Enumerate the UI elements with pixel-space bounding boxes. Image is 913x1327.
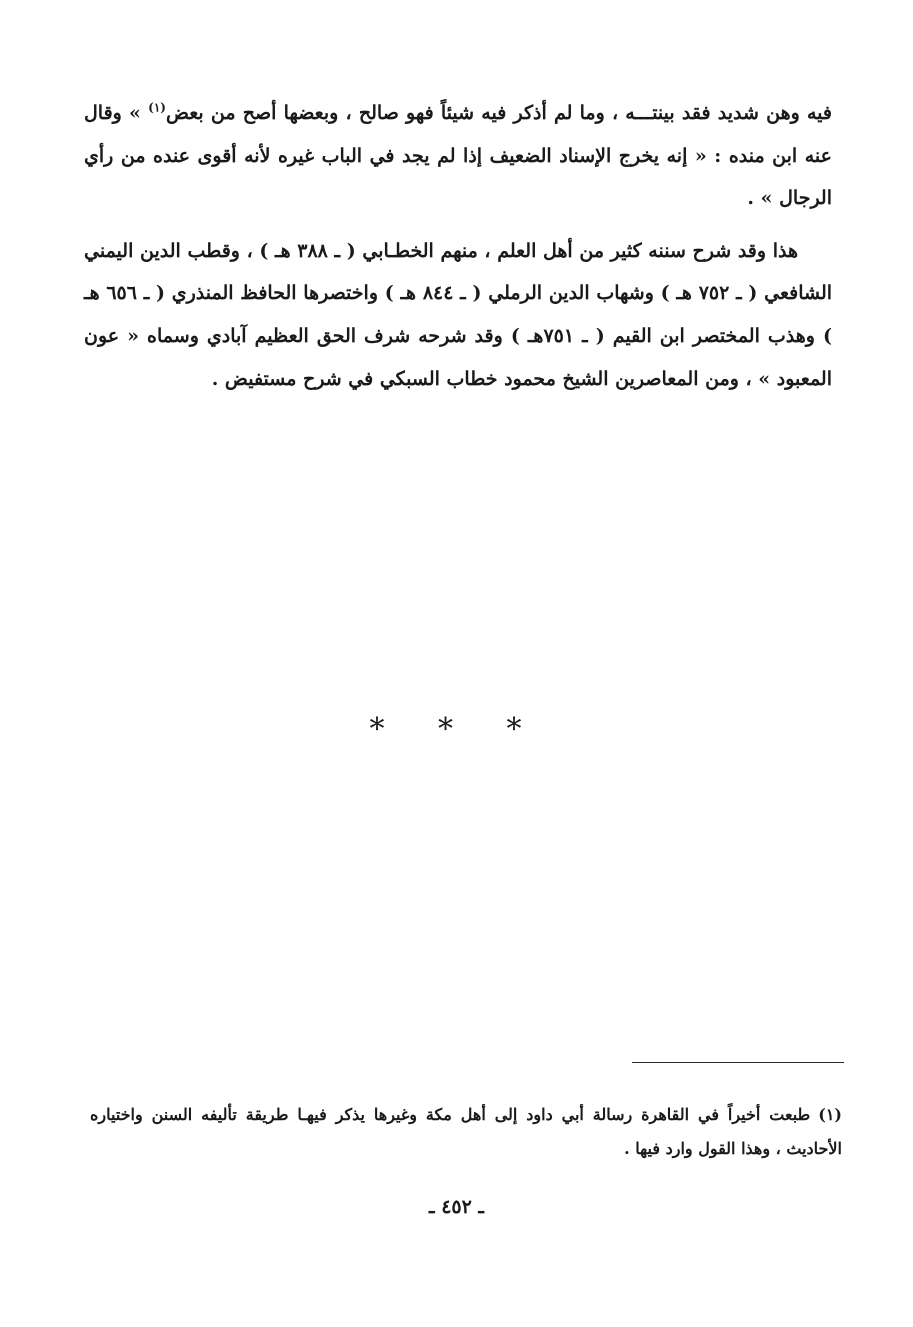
footnote: [90, 1098, 842, 1166]
paragraph-1: [84, 92, 832, 220]
paragraph-1-text: فيه وهن شديد فقد بينتـــه ، وما لم أذكر فيه شيئاً فهو صالح ، وبعضها أصح من بعض: [165, 102, 832, 124]
footnote-text: طبعت أخيراً في القاهرة رسالة أبي داود إلى أهل مكة وغيرها يذكر فيهـا طريقة تأليفه السنن واختياره الأحاديث ، وهذا القول وارد فيها .: [90, 1105, 842, 1158]
page-number: ـ ٤٥٢ ـ: [429, 1196, 484, 1218]
paragraph-1-continuation: » وقال عنه ابن منده : « إنه يخرج الإسناد الضعيف إذا لم يجد في الباب غيره لأنه أقوى عنده من رأي الرجال » .: [84, 102, 832, 210]
footnote-reference[interactable]: (١): [148, 100, 166, 115]
section-separator: * * *: [369, 712, 544, 747]
footnote-divider: [632, 1062, 844, 1063]
paragraph-2: هذا وقد شرح سننه كثير من أهل العلم ، منهم الخطـابي ( ـ ٣٨٨ هـ ) ، وقطب الدين اليمني الشافعي ( ـ ٧٥٢ هـ ) وشهاب الدين الرملي ( ـ ٨٤٤ هـ ) واختصرها الحافظ المنذري ( ـ ٦٥٦ هـ ) وهذب المختصر ابن القيم ( ـ ٧٥١هـ ) وقد شرحه شرف الحق العظيم آبادي وسماه « عون المعبود » ، ومن المعاصرين الشيخ محمود خطاب السبكي في شرح مستفيض .: [84, 239, 833, 390]
footnote-number: (١): [818, 1105, 842, 1124]
main-text-block: [84, 92, 832, 410]
